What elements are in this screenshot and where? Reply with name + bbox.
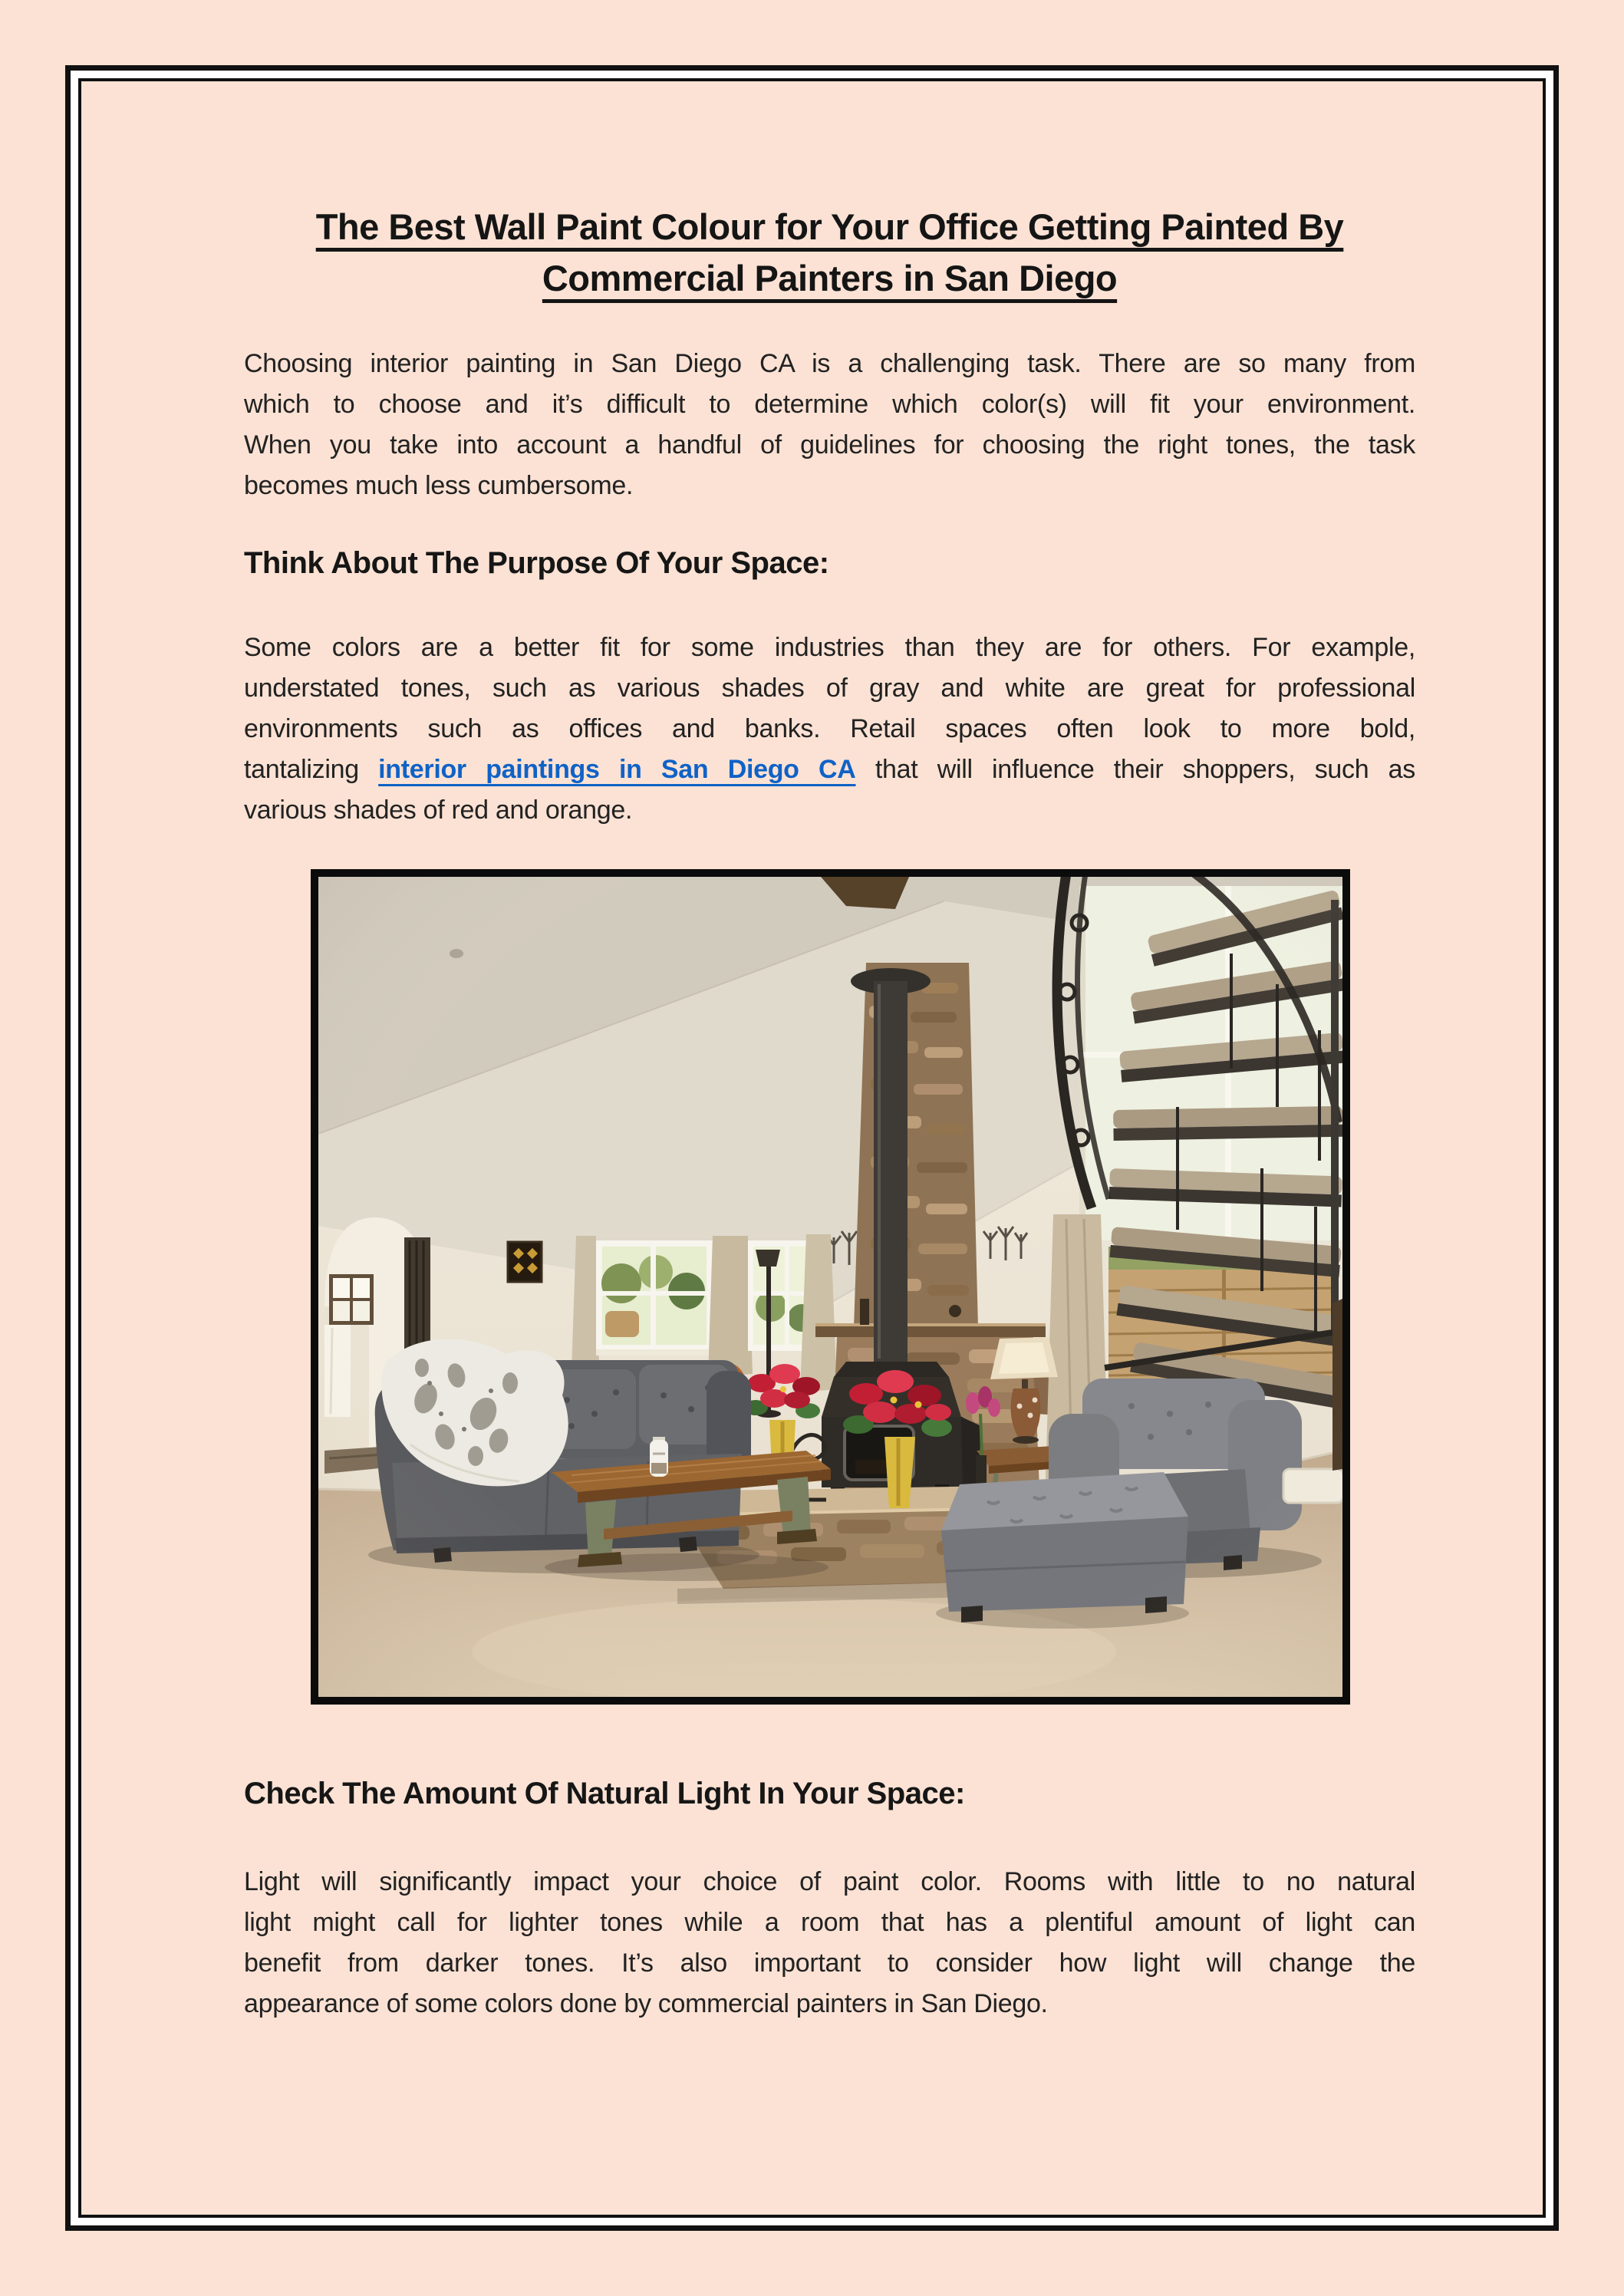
light-line: appearance of some colors done by commercial painters in San Diego. bbox=[244, 1989, 1048, 2018]
purpose-line: various shades of red and orange. bbox=[244, 796, 633, 825]
intro-paragraph bbox=[244, 344, 1415, 506]
title-line-1: The Best Wall Paint Colour for Your Office Getting Painted By bbox=[315, 206, 1344, 247]
purpose-link-line bbox=[244, 749, 1415, 790]
link-line-after: that will influence their shoppers, such as bbox=[855, 755, 1415, 784]
light-paragraph bbox=[244, 1862, 1415, 2024]
intro-line: When you take into account a handful of guidelines for choosing the right tones, the task bbox=[244, 430, 1415, 460]
purpose-line: understated tones, such as various shades of gray and white are great for professional bbox=[244, 674, 1415, 703]
light-line: light might call for lighter tones while a room that has a plentiful amount of light can bbox=[244, 1908, 1415, 1937]
light-line: benefit from darker tones. It’s also important to consider how light will change the bbox=[244, 1948, 1415, 1978]
light-line: Light will significantly impact your choice of paint color. Rooms with little to no natural bbox=[244, 1867, 1415, 1896]
living-room-illustration bbox=[318, 877, 1342, 1697]
purpose-line: environments such as offices and banks. Retail spaces often look to more bold, bbox=[244, 714, 1415, 743]
intro-line: which to choose and it’s difficult to determine which color(s) will fit your environment. bbox=[244, 390, 1415, 419]
interior-paintings-link[interactable]: interior paintings in San Diego CA bbox=[378, 755, 856, 784]
purpose-section-heading: Think About The Purpose Of Your Space: bbox=[244, 546, 829, 580]
page-title bbox=[244, 201, 1415, 304]
document-content bbox=[244, 0, 1415, 2296]
purpose-line: Some colors are a better fit for some industries than they are for others. For example, bbox=[244, 633, 1415, 662]
intro-line: Choosing interior painting in San Diego CA is a challenging task. There are so many from bbox=[244, 349, 1415, 378]
living-room-photo bbox=[311, 869, 1350, 1705]
title-line-2: Commercial Painters in San Diego bbox=[542, 258, 1118, 298]
light-section-heading: Check The Amount Of Natural Light In Your Space: bbox=[244, 1777, 965, 1810]
link-line-before: tantalizing bbox=[244, 755, 379, 784]
intro-line: becomes much less cumbersome. bbox=[244, 471, 634, 500]
purpose-paragraph bbox=[244, 628, 1415, 831]
